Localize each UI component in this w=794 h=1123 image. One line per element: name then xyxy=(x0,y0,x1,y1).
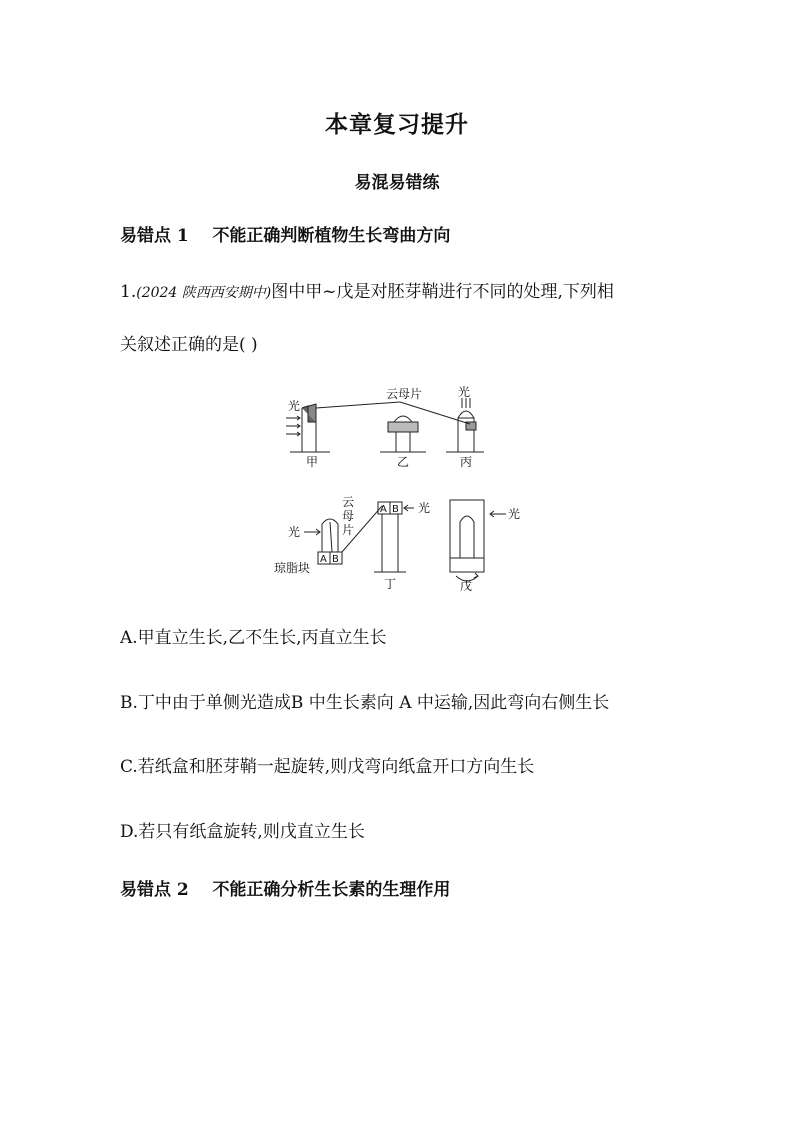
block-a-right: A xyxy=(380,504,387,515)
section-heading-1 xyxy=(120,221,450,246)
coleoptile-yi xyxy=(380,416,426,452)
label-jia: 甲 xyxy=(306,455,319,469)
section-text: 不能正确分析生长素的生理作用 xyxy=(212,880,451,900)
question-number: 1. xyxy=(120,282,137,302)
section-heading-2 xyxy=(120,875,450,900)
mica-vertical-2: 母 xyxy=(342,509,355,523)
coleoptile-bing xyxy=(446,398,484,452)
coleoptile-wu xyxy=(450,500,506,581)
label-wu: 戊 xyxy=(460,579,473,592)
agar-label: 琼脂块 xyxy=(274,561,311,575)
question-stem-line-1 xyxy=(120,277,614,302)
coleoptile-figure xyxy=(270,382,530,592)
option-d[interactable]: D.若只有纸盒旋转,则戊直立生长 xyxy=(120,822,365,842)
option-a[interactable]: A.甲直立生长,乙不生长,丙直立生长 xyxy=(120,628,387,648)
block-a-left: A xyxy=(320,554,327,565)
light-label-ding-right: 光 xyxy=(418,501,431,515)
section-text: 不能正确判断植物生长弯曲方向 xyxy=(212,226,451,246)
label-yi: 乙 xyxy=(397,455,410,469)
label-bing: 丙 xyxy=(460,455,473,469)
question-stem-line-2: 关叙述正确的是( ) xyxy=(120,335,258,355)
mica-vertical-1: 云 xyxy=(342,495,355,509)
page-title: 本章复习提升 xyxy=(325,111,469,138)
question-source: (2024 陕西西安期中) xyxy=(136,285,272,301)
section-label: 易错点 1 xyxy=(120,226,189,246)
light-label-jia: 光 xyxy=(288,399,301,413)
block-b-left: B xyxy=(332,554,339,565)
option-b[interactable]: B.丁中由于单侧光造成B 中生长素向 A 中运输,因此弯向右侧生长 xyxy=(120,693,610,713)
block-b-right: B xyxy=(392,504,399,515)
label-ding: 丁 xyxy=(384,577,397,591)
option-c[interactable]: C.若纸盒和胚芽鞘一起旋转,则戊弯向纸盒开口方向生长 xyxy=(120,757,535,777)
mica-vertical-3: 片 xyxy=(342,523,355,537)
light-label-ding: 光 xyxy=(288,525,301,539)
page-subtitle: 易混易错练 xyxy=(354,173,440,193)
section-label: 易错点 2 xyxy=(120,880,189,900)
light-label-wu: 光 xyxy=(508,507,521,521)
question-stem: 图中甲~戊是对胚芽鞘进行不同的处理,下列相 xyxy=(271,282,614,302)
light-label-bing: 光 xyxy=(458,385,471,399)
mica-label: 云母片 xyxy=(386,387,423,401)
